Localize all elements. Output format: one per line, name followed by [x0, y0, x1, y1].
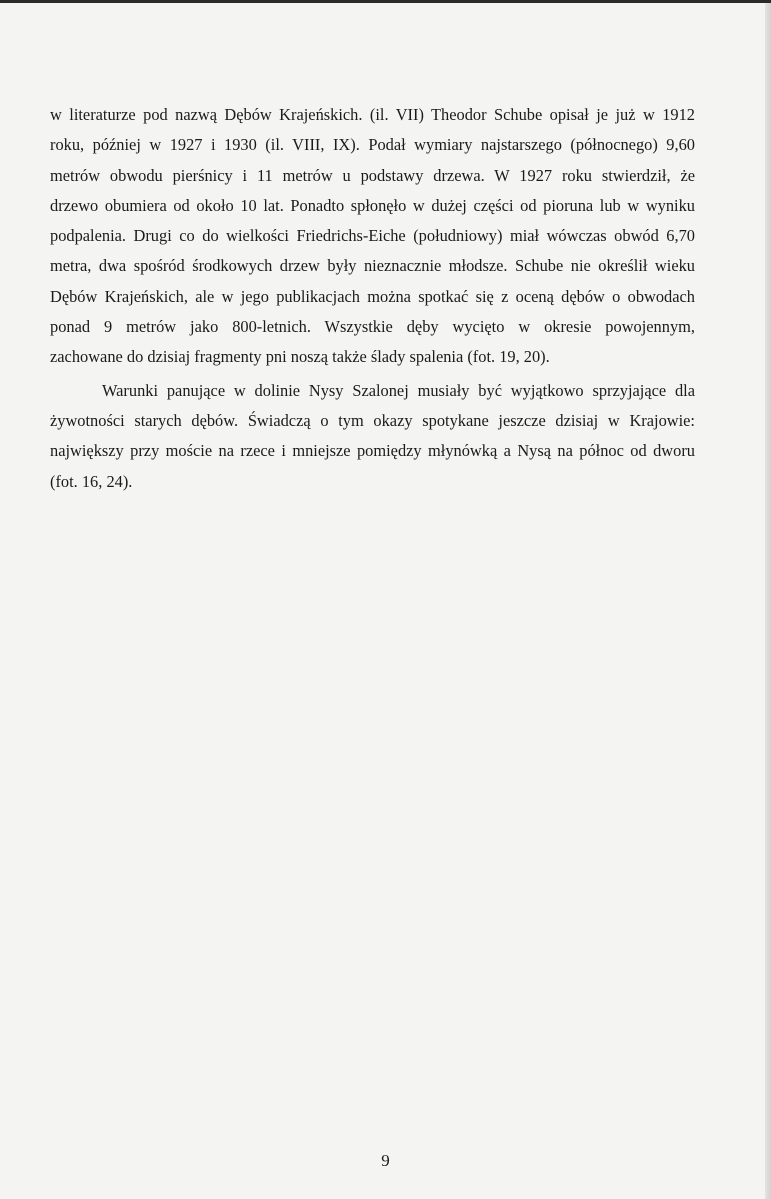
paragraph-1	[50, 100, 695, 373]
text-line: Warunki panujące w dolinie Nysy Szalonej musiały być wyjątkowo sprzyjające dla	[102, 380, 695, 400]
text-line: w literaturze pod nazwą Dębów Krajeńskich. (il. VII) Theodor Schube opisał je już w 1912	[50, 105, 695, 124]
text-line: zachowane do dzisiaj fragmenty pni noszą także ślady spalenia (fot. 19, 20).	[50, 347, 550, 367]
page-number: 9	[381, 1151, 390, 1170]
body-text	[50, 100, 695, 497]
page-edge-shadow	[765, 3, 771, 1199]
text-line: Dębów Krajeńskich, ale w jego publikacjach można spotkać się z oceną dębów o obwodach	[50, 286, 695, 306]
text-line: metra, dwa spośród środkowych drzew były nieznacznie młodsze. Schube nie określił wieku	[50, 256, 695, 276]
text-line: największy przy moście na rzece i mniejsze pomiędzy młynówką a Nysą na północ od dworu	[50, 441, 695, 461]
text-line: roku, później w 1927 i 1930 (il. VIII, IX). Podał wymiary najstarszego (północnego) 9,60	[50, 135, 695, 155]
paragraph-2	[50, 376, 695, 497]
text-line: metrów obwodu pierśnicy i 11 metrów u podstawy drzewa. W 1927 roku stwierdził, że	[50, 165, 695, 185]
text-line: (fot. 16, 24).	[50, 471, 133, 491]
text-line: podpalenia. Drugi co do wielkości Friedrichs-Eiche (południowy) miał wówczas obwód 6,70	[50, 226, 695, 246]
text-line: drzewo obumiera od około 10 lat. Ponadto spłonęło w dużej części od pioruna lub w wyniku	[50, 195, 695, 215]
text-line: żywotności starych dębów. Świadczą o tym okazy spotykane jeszcze dzisiaj w Krajowie:	[50, 410, 695, 430]
text-line: ponad 9 metrów jako 800-letnich. Wszystkie dęby wycięto w okresie powojennym,	[50, 317, 695, 337]
